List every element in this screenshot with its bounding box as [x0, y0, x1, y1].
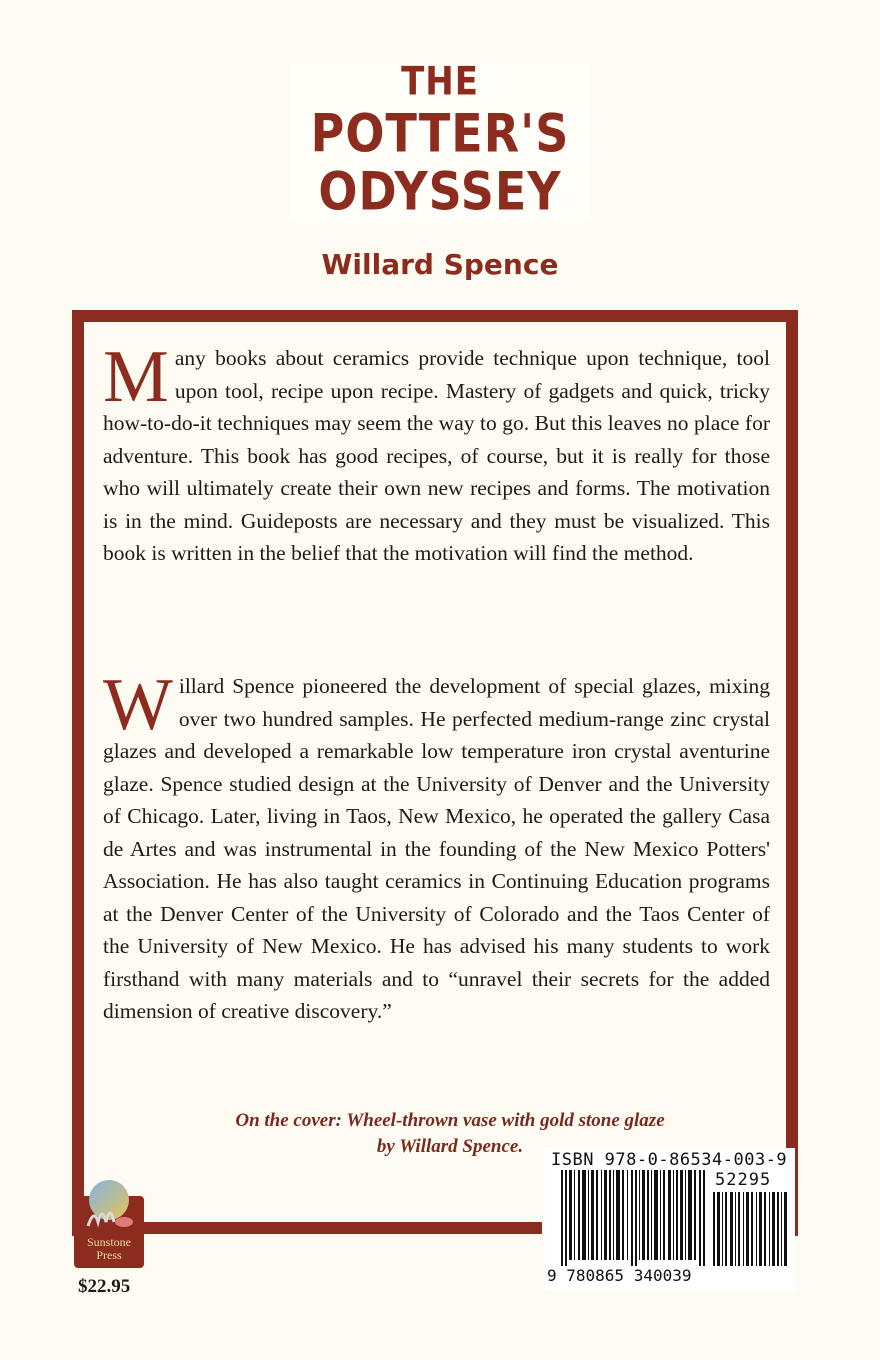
blurb-paragraph-1: [103, 336, 770, 570]
title-line-2: POTTER'S: [310, 101, 570, 165]
dropcap-m: M: [103, 336, 169, 418]
blurb-paragraph-2-text: illard Spence pioneered the development of special glazes, mixing over two hundred samples. He perfected medium-range zinc crystal glazes and developed a remarkable low temperature iron crystal aventurine glaze. Spence studied design at the University of Denver and the University of Chicago. Later, living in Taos, New Mexico, he operated the gallery Casa de Artes and was instrumental in the founding of the New Mexico Potters' Association. He has also taught ceramics in Continuing Education programs at the Denver Center of the University of Colorado and the Taos Center of the University of New Mexico. He has advised his many students to work firsthand with many materials and to “unravel their secrets for the added dimension of creative discovery.”: [103, 674, 770, 1023]
sun-icon: [74, 1176, 144, 1238]
blurb-paragraph-2: [103, 664, 770, 1028]
price-barcode-bars: [713, 1192, 791, 1266]
barcode-block: [545, 1148, 795, 1290]
sunstone-press-logo: [74, 1176, 144, 1268]
price-code-text: 52295: [715, 1170, 772, 1190]
isbn-text: ISBN 978-0-86534-003-9: [551, 1150, 788, 1170]
author-name: Willard Spence: [321, 248, 559, 281]
title-line-3: ODYSSEY: [318, 159, 562, 223]
dropcap-w: W: [103, 664, 173, 746]
blurb-paragraph-1-text: any books about ceramics provide technique upon technique, tool upon tool, recipe upon recipe. Mastery of gadgets and quick, tricky how-to-do-it techniques may seem the way to go. But this leaves no place for adventure. This book has good recipes, of course, but it is really for those who will ultimately create their own new recipes and forms. The motivation is in the mind. Guideposts are necessary and they must be visualized. This book is written in the belief that the motivation will find the method.: [103, 346, 770, 565]
barcode-digits: 9 780865 340039: [547, 1266, 692, 1285]
price-label: $22.95: [78, 1276, 131, 1297]
caption-line-1: On the cover: Wheel-thrown vase with gold stone glaze: [235, 1110, 665, 1131]
title-block: [290, 59, 590, 223]
barcode-bars: [561, 1170, 709, 1266]
publisher-line-2: Press: [96, 1248, 122, 1262]
caption-line-2: by Willard Spence.: [376, 1136, 524, 1157]
publisher-line-1: Sunstone: [86, 1235, 131, 1249]
title-line-1: THE: [401, 59, 479, 105]
